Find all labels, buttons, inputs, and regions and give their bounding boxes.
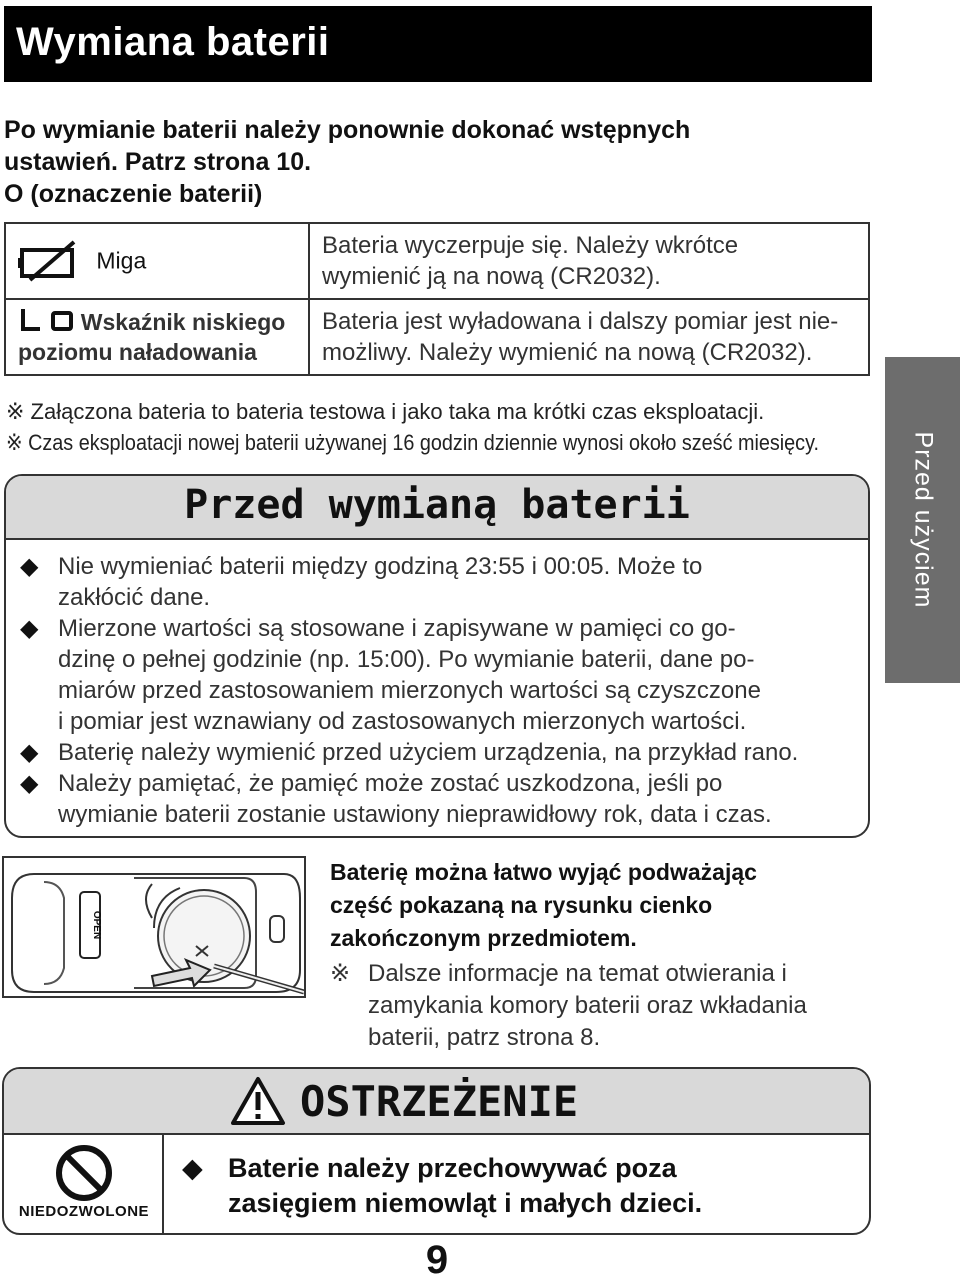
page-number: 9 — [425, 1238, 449, 1282]
section-title: Wymiana baterii — [16, 20, 330, 64]
removal-note-text — [368, 958, 807, 1054]
warning-line: Baterie należy przechowywać poza — [228, 1153, 677, 1183]
description-line: Bateria wyczerpuje się. Należy wkrótce — [322, 232, 739, 259]
battery-removal-illustration — [2, 856, 306, 998]
prohibited-icon — [54, 1143, 114, 1203]
indicator-cell — [5, 299, 309, 375]
list-item-line: Baterię należy wymienić przed użyciem urządzenia, na przykład rano. — [58, 739, 799, 766]
diamond-bullet-icon: ◆ — [20, 615, 39, 642]
description-line: wymienić ją na nową (CR2032). — [322, 263, 661, 290]
list-item-line: i pomiar jest wznawiany od zastosowanych mierzonych wartości. — [58, 708, 747, 735]
list-item-line: Mierzone wartości są stosowane i zapisywane w pamięci co go- — [58, 615, 736, 642]
prohibited-label: NIEDOZWOLONE — [18, 1203, 150, 1220]
warning-line: zasięgiem niemowląt i małych dzieci. — [228, 1188, 703, 1218]
list-item-line: miarów przed zastosowaniem mierzonych wartości są czyszczone — [58, 677, 761, 704]
list-item — [20, 737, 850, 768]
low-battery-l-icon — [18, 307, 44, 333]
description-cell — [309, 299, 869, 375]
list-item — [20, 613, 850, 737]
warning-box — [2, 1067, 871, 1235]
indicator-cell — [5, 223, 309, 299]
note-mark-icon: ※ — [330, 960, 351, 987]
description-line: Bateria jest wyładowana i dalszy pomiar jest nie- — [322, 308, 839, 335]
removal-note-line: zamykania komory baterii oraz wkładania — [368, 992, 807, 1019]
warning-heading-band — [4, 1069, 869, 1135]
diamond-bullet-icon: ◆ — [20, 739, 39, 766]
list-item-line: Należy pamiętać, że pamięć może zostać uszkodzona, jeśli po — [58, 770, 723, 797]
removal-instructions — [330, 856, 890, 955]
removal-note-line: Dalsze informacje na temat otwierania i — [368, 960, 787, 987]
warning-triangle-icon — [230, 1076, 286, 1126]
before-replacement-heading-band — [6, 476, 868, 540]
removal-note-line: baterii, patrz strona 8. — [368, 1024, 601, 1051]
diamond-bullet-icon: ◆ — [20, 770, 39, 797]
list-item-line: Nie wymieniać baterii między godziną 23:55 i 00:05. Może to — [58, 553, 703, 580]
battery-empty-icon — [18, 240, 82, 282]
list-item-line: zakłócić dane. — [58, 584, 211, 611]
before-replacement-heading: Przed wymianą baterii — [184, 482, 690, 528]
device-back-illustration — [4, 858, 304, 996]
table-row — [5, 299, 869, 375]
battery-indicator-table — [4, 222, 870, 376]
open-label — [91, 911, 102, 939]
list-item-line: dzinę o pełnej godzinie (np. 15:00). Po wymianie baterii, dane po- — [58, 646, 755, 673]
low-battery-indicator-icon — [50, 309, 74, 333]
removal-line: zakończonym przedmiotem. — [330, 925, 637, 951]
intro-line: O (oznaczenie baterii) — [4, 180, 263, 208]
side-tab-label: Przed użyciem — [909, 431, 937, 609]
warning-lines — [228, 1151, 702, 1221]
removal-line: część pokazaną na rysunku cienko — [330, 892, 713, 918]
indicator-label: poziomu naładowania — [18, 339, 257, 365]
note-line: ※ Czas eksploatacji nowej baterii używanej 16 godzin dziennie wynosi około sześć miesięcy. — [6, 430, 820, 455]
intro-line: ustawień. Patrz strona 10. — [4, 148, 312, 176]
intro-text — [4, 114, 864, 210]
description-line: możliwy. Należy wymienić na nową (CR2032). — [322, 339, 813, 366]
list-item — [20, 768, 850, 830]
before-replacement-box — [4, 474, 870, 838]
description-cell — [309, 223, 869, 299]
battery-notes — [6, 396, 876, 458]
list-item-line: wymianie baterii zostanie ustawiony nieprawidłowy rok, data i czas. — [58, 801, 772, 828]
prohibited-cell — [4, 1133, 164, 1235]
svg-text:OPEN: OPEN — [91, 910, 102, 940]
diamond-bullet-icon: ◆ — [20, 553, 39, 580]
diamond-bullet-icon: ◆ — [182, 1153, 203, 1183]
indicator-label: Wskaźnik niskiego — [80, 309, 286, 335]
note-line: ※ Załączona bateria to bateria testowa i jako taka ma krótki czas eksploatacji. — [6, 399, 765, 424]
section-title-bar — [4, 6, 872, 82]
indicator-label: Miga — [96, 247, 147, 274]
removal-line: Baterię można łatwo wyjąć podważając — [330, 859, 757, 885]
list-item — [20, 551, 850, 613]
table-row — [5, 223, 869, 299]
before-replacement-list — [20, 551, 850, 830]
intro-line: Po wymianie baterii należy ponownie dokonać wstępnych — [4, 116, 691, 144]
warning-title: OSTRZEŻENIE — [300, 1077, 579, 1126]
side-tab[interactable] — [885, 357, 960, 683]
